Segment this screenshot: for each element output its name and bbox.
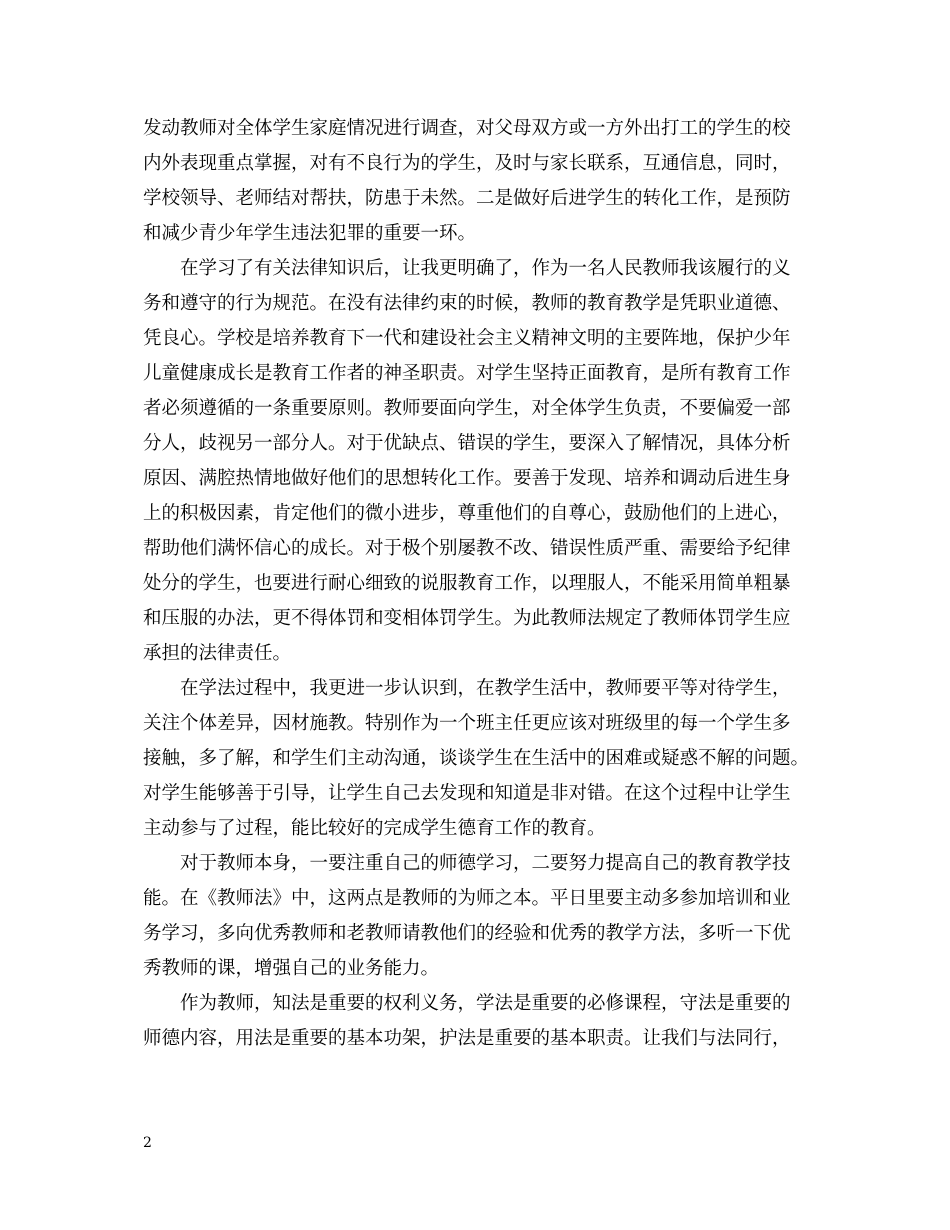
text-line: 承担的法律责任。 [143, 643, 292, 664]
text-line: 和减少青少年学生违法犯罪的重要一环。 [143, 223, 477, 244]
text-line: 帮助他们满怀信心的成长。对于极个别屡教不改、错误性质严重、需要给予纪律 [143, 538, 791, 559]
text-line: 上的积极因素，肯定他们的微小进步，尊重他们的自尊心，鼓励他们的上进心， [143, 503, 791, 524]
text-line: 在学法过程中，我更进一步认识到，在教学生活中，教师要平等对待学生， [180, 678, 791, 699]
text-line: 内外表现重点掌握，对有不良行为的学生，及时与家长联系，互通信息，同时， [143, 153, 791, 174]
text-line: 作为教师，知法是重要的权利义务，学法是重要的必修课程，守法是重要的 [180, 993, 791, 1014]
text-line: 务和遵守的行为规范。在没有法律约束的时候，教师的教育教学是凭职业道德、 [143, 293, 791, 314]
text-line: 儿童健康成长是教育工作者的神圣职责。对学生坚持正面教育，是所有教育工作 [143, 363, 791, 384]
text-line: 关注个体差异，因材施教。特别作为一个班主任更应该对班级里的每一个学生多 [143, 713, 791, 734]
text-line: 在学习了有关法律知识后，让我更明确了，作为一名人民教师我该履行的义 [180, 258, 791, 279]
text-line: 者必须遵循的一条重要原则。教师要面向学生，对全体学生负责，不要偏爱一部 [143, 398, 791, 419]
text-line: 师德内容，用法是重要的基本功架，护法是重要的基本职责。让我们与法同行， [143, 1028, 791, 1049]
text-line: 和压服的办法，更不得体罚和变相体罚学生。为此教师法规定了教师体罚学生应 [143, 608, 791, 629]
page-number: 2 [143, 1135, 152, 1151]
text-line: 秀教师的课，增强自己的业务能力。 [143, 958, 440, 979]
text-line: 发动教师对全体学生家庭情况进行调查，对父母双方或一方外出打工的学生的校 [143, 118, 791, 139]
text-line: 务学习，多向优秀教师和老教师请教他们的经验和优秀的教学方法，多听一下优 [143, 923, 791, 944]
text-line: 接触，多了解，和学生们主动沟通，谈谈学生在生活中的困难或疑惑不解的问题。 [143, 748, 810, 769]
text-line: 主动参与了过程，能比较好的完成学生德育工作的教育。 [143, 818, 606, 839]
text-line: 分人，歧视另一部分人。对于优缺点、错误的学生，要深入了解情况，具体分析 [143, 433, 791, 454]
text-line: 处分的学生，也要进行耐心细致的说服教育工作，以理服人，不能采用简单粗暴 [143, 573, 791, 594]
text-line: 凭良心。学校是培养教育下一代和建设社会主义精神文明的主要阵地，保护少年 [143, 328, 791, 349]
text-line: 原因、满腔热情地做好他们的思想转化工作。要善于发现、培养和调动后进生身 [143, 468, 791, 489]
text-line: 对学生能够善于引导，让学生自己去发现和知道是非对错。在这个过程中让学生 [143, 783, 791, 804]
text-line: 学校领导、老师结对帮扶，防患于未然。二是做好后进学生的转化工作，是预防 [143, 188, 791, 209]
text-line: 能。在《教师法》中，这两点是教师的为师之本。平日里要主动多参加培训和业 [143, 888, 791, 909]
text-line: 对于教师本身，一要注重自己的师德学习，二要努力提高自己的教育教学技 [180, 853, 791, 874]
